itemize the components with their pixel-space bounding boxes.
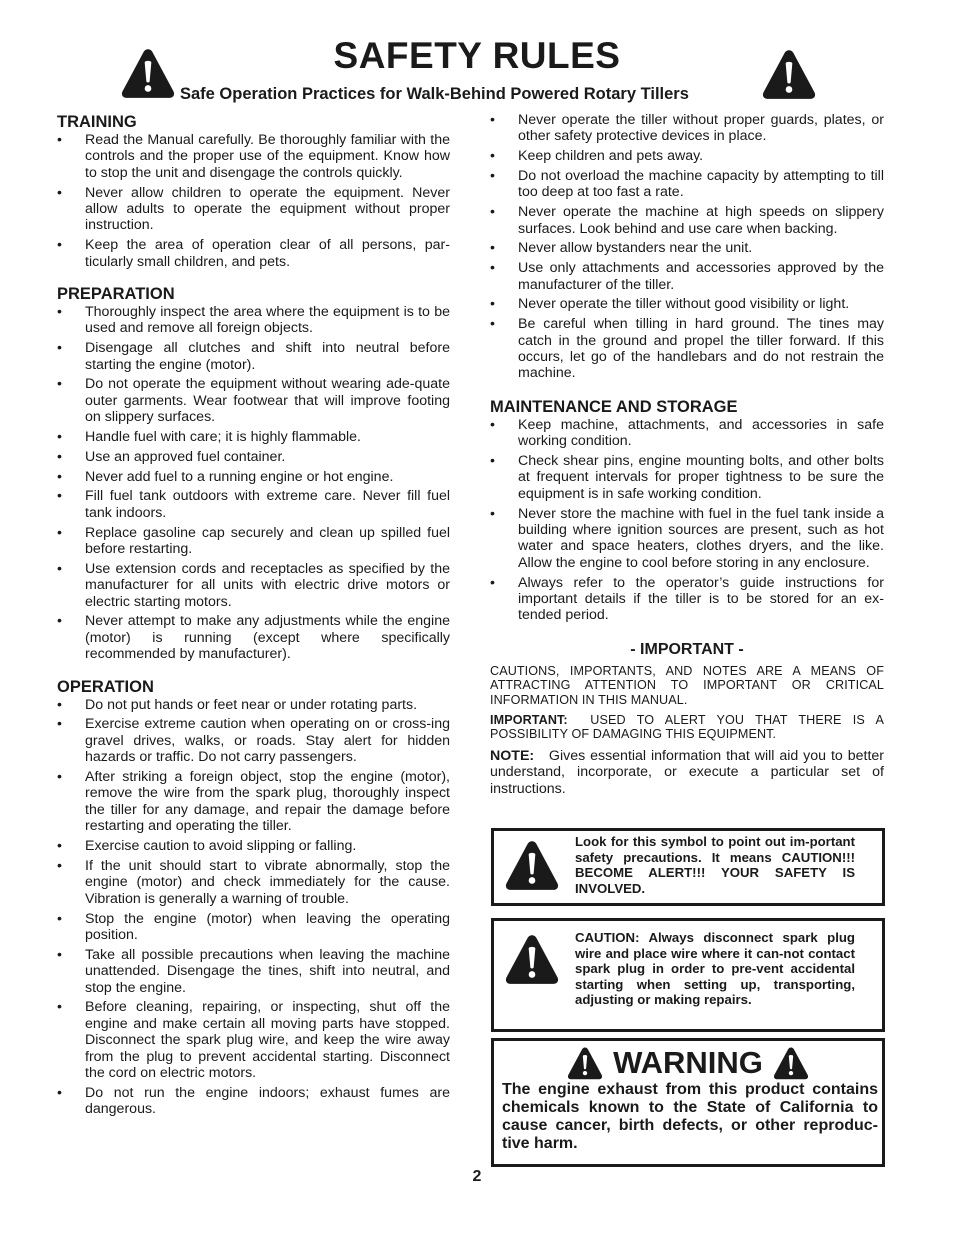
maintenance-heading: MAINTENANCE AND STORAGE bbox=[490, 397, 738, 416]
list-item: • Exercise extreme caution when operating on or cross-ing gravel drives, walks, or roads. Stay alert for hidden hazards or traffic. Do not carry passengers. bbox=[57, 716, 450, 765]
important-definition bbox=[490, 713, 884, 742]
list-item: • Be careful when tilling in hard ground. The tines may catch in the ground and propel the tiller forward. If this occurs, let go of the handlebars and do not restrain the machine. bbox=[490, 316, 884, 382]
list-item: • Handle fuel with care; it is highly flammable. bbox=[57, 429, 450, 445]
warning-triangle-icon bbox=[566, 1046, 604, 1080]
training-list bbox=[57, 132, 450, 270]
important-section bbox=[490, 640, 884, 797]
list-item: • Fill fuel tank outdoors with extreme care. Never fill fuel tank indoors. bbox=[57, 488, 450, 521]
warning-triangle-icon bbox=[761, 48, 817, 100]
list-item: • If the unit should start to vibrate abnormally, stop the engine (motor) and check immediately for the cause. Vibration is generally a warning of trouble. bbox=[57, 858, 450, 907]
list-item: • Take all possible precautions when leaving the machine unattended. Disengage the tines, shift into neutral, and stop the engine. bbox=[57, 947, 450, 996]
warning-heading bbox=[494, 1043, 882, 1081]
warning-box bbox=[491, 1038, 885, 1167]
list-item: • Keep children and pets away. bbox=[490, 148, 884, 164]
list-item: • Use an approved fuel container. bbox=[57, 449, 450, 465]
list-item: • Check shear pins, engine mounting bolts, and other bolts at frequent intervals for proper tightness to be sure the equipment is in safe working condition. bbox=[490, 453, 884, 502]
list-item: • After striking a foreign object, stop the engine (motor), remove the wire from the spark plug, thoroughly inspect the tiller for any damage, and repair the damage before restarting and operating the tiller. bbox=[57, 769, 450, 835]
page-subtitle: Safe Operation Practices for Walk-Behind Powered Rotary Tillers bbox=[180, 85, 689, 103]
list-item: • Replace gasoline cap securely and clean up spilled fuel before restarting. bbox=[57, 525, 450, 558]
operation-list bbox=[57, 697, 450, 1118]
list-item: • Never allow bystanders near the unit. bbox=[490, 240, 884, 256]
warning-text: The engine exhaust from this product contains chemicals known to the State of California to cause cancer, birth defects, or other reproduc-tive harm. bbox=[502, 1081, 878, 1152]
important-intro: CAUTIONS, IMPORTANTS, AND NOTES ARE A MEANS OF ATTRACTING ATTENTION TO IMPORTANT OR CRITICAL INFORMATION IN THIS MANUAL. bbox=[490, 663, 884, 708]
warning-triangle-icon bbox=[120, 47, 176, 99]
operation-continued-list bbox=[490, 112, 884, 382]
operation-heading: OPERATION bbox=[57, 677, 154, 696]
list-item: • Never operate the machine at high speeds on slippery surfaces. Look behind and use care when backing. bbox=[490, 204, 884, 237]
warning-triangle-icon bbox=[504, 933, 560, 985]
list-item: • Do not operate the equipment without wearing ade-quate outer garments. Wear footwear that will improve footing on slippery surfaces. bbox=[57, 376, 450, 425]
left-column bbox=[57, 112, 450, 1121]
list-item: • Never allow children to operate the equipment. Never allow adults to operate the equipment without proper instruction. bbox=[57, 185, 450, 234]
preparation-section bbox=[57, 284, 450, 663]
safety-symbol-text: Look for this symbol to point out im-portant safety precautions. It means CAUTION!!! BECOME ALERT!!! YOUR SAFETY IS INVOLVED. bbox=[575, 834, 855, 896]
note-definition bbox=[490, 748, 884, 797]
list-item: • Use only attachments and accessories approved by the manufacturer of the tiller. bbox=[490, 260, 884, 293]
caution-box bbox=[491, 918, 885, 1032]
list-item: • Do not put hands or feet near or under rotating parts. bbox=[57, 697, 450, 713]
training-heading: TRAINING bbox=[57, 113, 137, 131]
preparation-list bbox=[57, 304, 450, 663]
list-item: • Do not run the engine indoors; exhaust fumes are dangerous. bbox=[57, 1085, 450, 1118]
maintenance-list bbox=[490, 417, 884, 624]
caution-text: CAUTION: Always disconnect spark plug wire and place wire where it can-not contact spark plug in order to pre-vent accidental starting when setting up, transporting, adjusting or making repairs. bbox=[575, 930, 855, 1008]
important-text: USED TO ALERT YOU THAT THERE IS A POSSIBILITY OF DAMAGING THIS EQUIPMENT. bbox=[490, 712, 884, 742]
list-item: • Keep the area of operation clear of all persons, par-ticularly small children, and pets. bbox=[57, 237, 450, 270]
list-item: • Do not overload the machine capacity by attempting to till too deep at too fast a rate. bbox=[490, 168, 884, 201]
list-item: • Exercise caution to avoid slipping or falling. bbox=[57, 838, 450, 854]
important-heading: - IMPORTANT - bbox=[630, 640, 744, 658]
page-title: SAFETY RULES bbox=[333, 35, 621, 76]
list-item: • Thoroughly inspect the area where the equipment is to be used and remove all foreign objects. bbox=[57, 304, 450, 337]
training-section bbox=[57, 112, 450, 270]
right-column bbox=[490, 112, 884, 797]
list-item: • Never operate the tiller without good visibility or light. bbox=[490, 296, 884, 312]
warning-title: WARNING bbox=[613, 1044, 763, 1080]
preparation-heading: PREPARATION bbox=[57, 285, 175, 304]
list-item: • Read the Manual carefully. Be thoroughly familiar with the controls and the proper use of the equipment. Know how to stop the unit and disengage the controls quickly. bbox=[57, 132, 450, 181]
page-number: 2 bbox=[472, 1168, 482, 1185]
note-text: Gives essential information that will aid you to better understand, incorporate, or execute a particular set of instructions. bbox=[490, 747, 884, 797]
list-item: • Before cleaning, repairing, or inspecting, shut off the engine and make certain all moving parts have stopped. Disconnect the spark plug wire, and keep the wire away from the plug to prevent accidental starting. Disconnect the cord on electric motors. bbox=[57, 999, 450, 1081]
list-item: • Never add fuel to a running engine or hot engine. bbox=[57, 469, 450, 485]
list-item: • Use extension cords and receptacles as specified by the manufacturer for all units with electric drive motors or electric starting motors. bbox=[57, 561, 450, 610]
list-item: • Never store the machine with fuel in the fuel tank inside a building where ignition sources are present, such as hot water and space heaters, clothes dryers, and the like. Allow the engine to cool before storing in any enclosure. bbox=[490, 506, 884, 572]
warning-triangle-icon bbox=[504, 839, 560, 891]
list-item: • Always refer to the operator’s guide instructions for important details if the tiller is to be stored for an ex-tended period. bbox=[490, 575, 884, 624]
list-item: • Keep machine, attachments, and accessories in safe working condition. bbox=[490, 417, 884, 450]
warning-triangle-icon bbox=[772, 1046, 810, 1080]
safety-symbol-box bbox=[491, 828, 885, 906]
maintenance-section bbox=[490, 397, 884, 624]
list-item: • Never attempt to make any adjustments while the engine (motor) is running (except where specifically recommended by manufacturer). bbox=[57, 613, 450, 662]
list-item: • Never operate the tiller without proper guards, plates, or other safety protective devices in place. bbox=[490, 112, 884, 145]
operation-section bbox=[57, 677, 450, 1118]
important-label: IMPORTANT: bbox=[490, 712, 568, 727]
note-label: NOTE: bbox=[490, 747, 535, 764]
list-item: • Disengage all clutches and shift into neutral before starting the engine (motor). bbox=[57, 340, 450, 373]
list-item: • Stop the engine (motor) when leaving the operating position. bbox=[57, 911, 450, 944]
